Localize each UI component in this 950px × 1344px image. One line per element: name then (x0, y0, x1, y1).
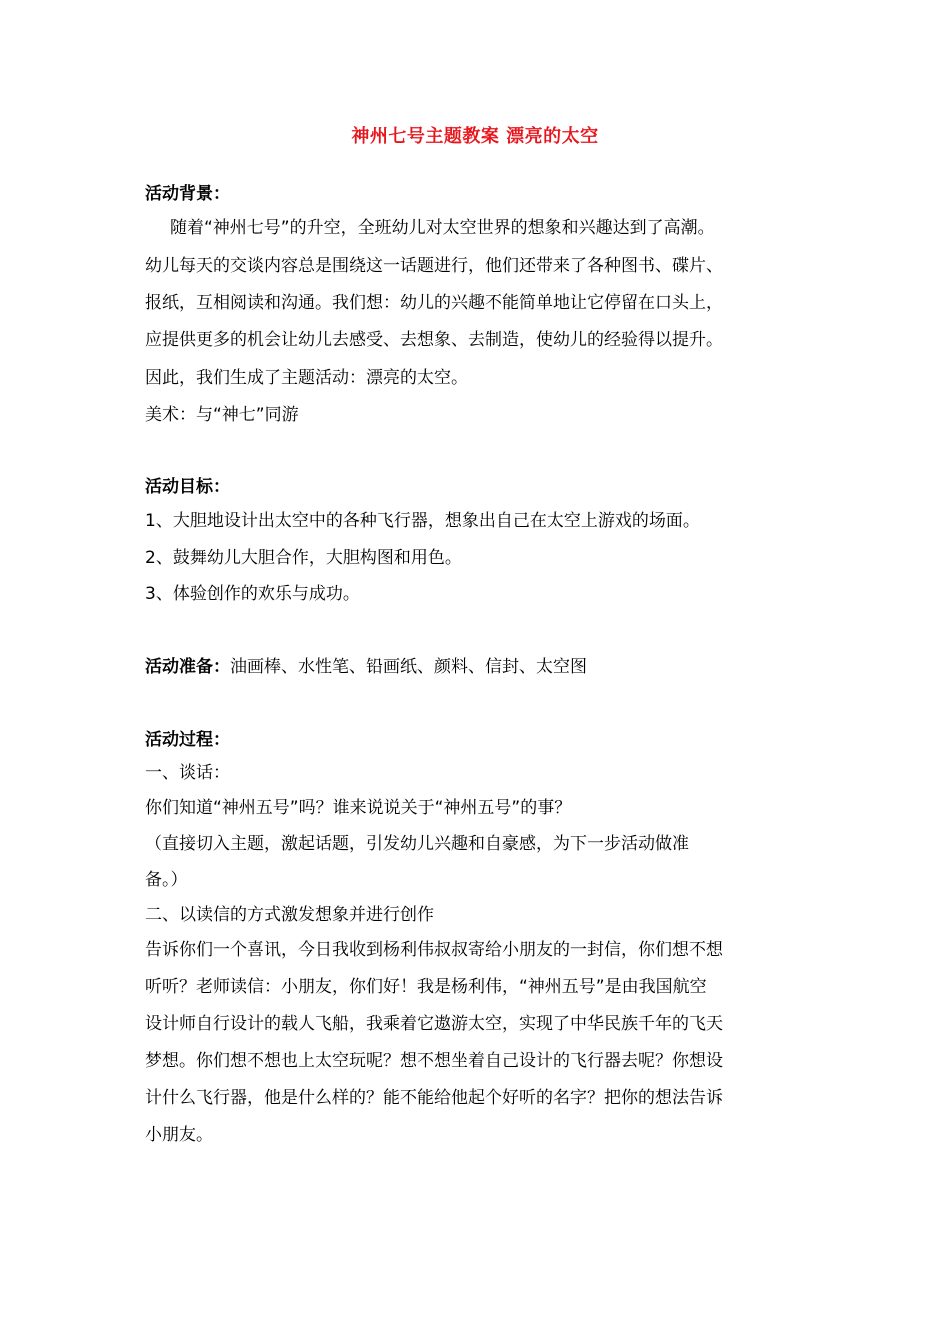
process-line: 告诉你们一个喜讯，今日我收到杨利伟叔叔寄给小朋友的一封信，你们想不想 (145, 940, 723, 960)
background-line: 幼儿每天的交谈内容总是围绕这一话题进行，他们还带来了各种图书、碟片、 (145, 256, 723, 276)
process-line: （直接切入主题，激起话题，引发幼儿兴趣和自豪感，为下一步活动做准 (145, 834, 689, 854)
goal-item: 3、体验创作的欢乐与成功。 (145, 584, 360, 604)
process-line: 梦想。你们想不想也上太空玩呢？想不想坐着自己设计的飞行器去呢？你想设 (145, 1051, 723, 1071)
background-heading: 活动背景： (145, 184, 230, 204)
goals-heading: 活动目标： (145, 477, 230, 497)
background-line: 因此，我们生成了主题活动：漂亮的太空。 (145, 368, 468, 388)
background-line: 报纸，互相阅读和沟通。我们想：幼儿的兴趣不能简单地让它停留在口头上， (145, 293, 723, 313)
process-line: 二、以读信的方式激发想象并进行创作 (145, 905, 434, 925)
process-line: 备。） (145, 870, 188, 890)
goal-item: 2、鼓舞幼儿大胆合作，大胆构图和用色。 (145, 548, 462, 568)
background-line: 应提供更多的机会让幼儿去感受、去想象、去制造，使幼儿的经验得以提升。 (145, 330, 723, 350)
process-line: 你们知道“神州五号”吗？谁来说说关于“神州五号”的事？ (145, 798, 572, 818)
process-line: 一、谈话： (145, 763, 230, 783)
prep-heading: 活动准备： (145, 657, 230, 677)
goal-item: 1、大胆地设计出太空中的各种飞行器，想象出自己在太空上游戏的场面。 (145, 511, 700, 531)
process-line: 计什么飞行器，他是什么样的？能不能给他起个好听的名字？把你的想法告诉 (145, 1088, 723, 1108)
process-line: 听听？老师读信：小朋友，你们好！我是杨利伟，“神州五号”是由我国航空 (145, 977, 707, 997)
background-line: 美术：与“神七”同游 (145, 405, 299, 425)
prep-line (145, 654, 825, 680)
process-line: 设计师自行设计的载人飞船，我乘着它遨游太空，实现了中华民族千年的飞天 (145, 1014, 723, 1034)
background-line: 随着“神州七号”的升空，全班幼儿对太空世界的想象和兴趣达到了高潮。 (170, 218, 715, 238)
process-line: 小朋友。 (145, 1125, 213, 1145)
prep-text: 油画棒、水性笔、铅画纸、颜料、信封、太空图 (230, 657, 587, 677)
process-heading: 活动过程： (145, 730, 230, 750)
document-title: 神州七号主题教案 漂亮的太空 (351, 126, 599, 147)
